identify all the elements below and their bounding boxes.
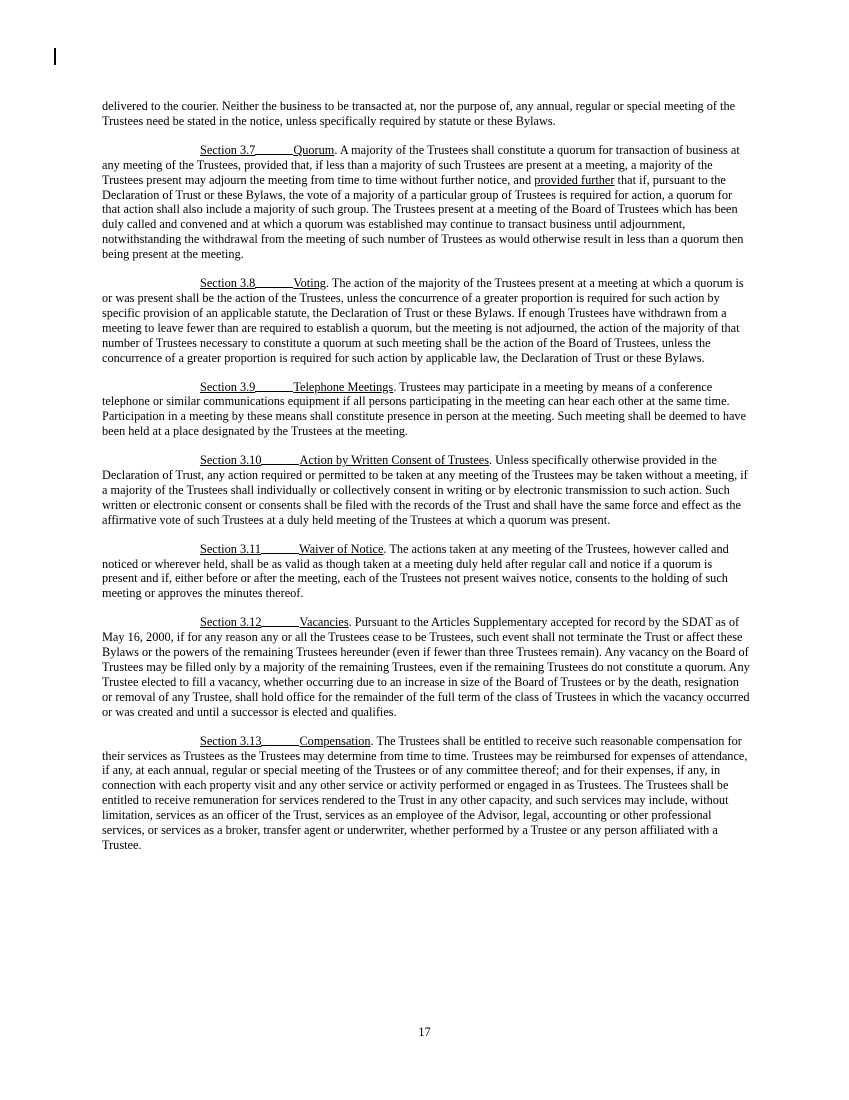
section-3-13-paragraph <box>102 734 750 853</box>
section-gap-underline <box>255 144 293 155</box>
section-3-10-paragraph <box>102 453 750 528</box>
section-title: Waiver of Notice <box>299 541 384 556</box>
section-number: Section 3.10 <box>200 453 262 468</box>
section-3-7-paragraph <box>102 143 750 262</box>
section-title: Telephone Meetings <box>293 379 394 394</box>
section-number: Section 3.7 <box>200 142 256 157</box>
section-gap-underline <box>255 277 293 288</box>
section-title: Compensation <box>299 733 371 748</box>
section-text: . A majority of the Trustees shall constitute a quorum for transaction of business at any meeting of the Trustees, provided that, if less than a majority of such Trustees are present at a meeting, a majority of the Trustees present may adjourn the meeting from time to time without further notice, and <box>102 142 740 187</box>
section-title: Voting <box>293 276 326 291</box>
section-gap-underline <box>261 543 299 554</box>
section-title: Quorum <box>293 142 335 157</box>
section-text: . The action of the majority of the Trustees present at a meeting at which a quorum is or was present shall be the action of the Trustees, unless the concurrence of a greater proportion is required for such action by specific provision of an applicable statute, the Declaration of Trust or these Bylaws. If enough Trustees have withdrawn from a meeting to leave fewer than are required to establish a quorum, but the meeting is not adjourned, the action of the majority of that number of Trustees necessary to constitute a quorum at such meeting shall be the action of the Board of Trustees, unless the concurrence of a greater proportion is required for such action by applicable law, the Declaration of Trust or these Bylaws. <box>102 276 744 365</box>
section-title: Vacancies <box>299 615 349 630</box>
section-text: . The Trustees shall be entitled to receive such reasonable compensation for their services as Trustees as the Trustees may determine from time to time. Trustees may be reimbursed for expenses of attendance, if any, at each annual, regular or special meeting of the Trustees or of any committee thereof; and for their expenses, if any, in connection with each property visit and any other service or activity performed or engaged in as Trustees. The Trustees shall be entitled to receive remuneration for services rendered to the Trust in any other capacity, and such services may include, without limitation, services as an officer of the Trust, services as an employee of the Advisor, legal, accounting or other professional services, or services as a broker, transfer agent or underwriter, whether performed by a Trustee or any person affiliated with a Trustee. <box>102 733 748 852</box>
section-title: Action by Written Consent of Trustees <box>299 453 490 468</box>
section-3-12-paragraph <box>102 615 750 719</box>
text-cursor <box>54 48 56 65</box>
section-number: Section 3.8 <box>200 276 256 291</box>
section-number: Section 3.9 <box>200 379 256 394</box>
section-number: Section 3.11 <box>200 541 262 556</box>
continuation-paragraph: delivered to the courier. Neither the business to be transacted at, nor the purpose of, any annual, regular or special meeting of the Trustees need be stated in the notice, unless specifically required by statute or these Bylaws. <box>102 99 736 128</box>
underlined-phrase: provided further <box>534 172 615 187</box>
section-text: . Pursuant to the Articles Supplementary accepted for record by the SDAT as of May 16, 2000, if for any reason any or all the Trustees cease to be Trustees, such event shall not terminate the Trust or affect these Bylaws or the powers of the remaining Trustees hereunder (even if fewer than three Trustees remain). Any vacancy on the Board of Trustees may be filled only by a majority of the remaining Trustees, even if the remaining Trustees do not constitute a quorum. Any Trustee elected to fill a vacancy, whether occurring due to an increase in size of the Board of Trustees or by the death, resignation or removal of any Trustee, shall hold office for the remainder of the full term of the class of Trustees in which the vacancy occurred or was created and until a successor is elected and qualifies. <box>102 615 750 719</box>
section-gap-underline <box>255 381 293 392</box>
section-text: that if, pursuant to the Declaration of Trust or these Bylaws, the vote of a majority of a particular group of Trustees is required for action, a quorum for that action shall also include a majority of such group. The Trustees present at a meeting of the Board of Trustees which has been duly called and convened and at which a quorum was established may continue to transact business until adjournment, notwithstanding the withdrawal from the meeting of such number of Trustees as would otherwise result in less than a quorum then being present at the meeting. <box>102 172 744 262</box>
document-body <box>102 99 750 867</box>
section-number: Section 3.12 <box>200 615 262 630</box>
section-gap-underline <box>261 616 299 627</box>
section-3-8-paragraph <box>102 276 750 365</box>
section-gap-underline <box>261 735 299 746</box>
section-number: Section 3.13 <box>200 733 262 748</box>
page-number: 17 <box>418 1025 431 1039</box>
section-3-11-paragraph <box>102 542 750 602</box>
section-3-9-paragraph <box>102 380 750 440</box>
section-text: . The actions taken at any meeting of the Trustees, however called and noticed or wherever held, shall be as valid as though taken at a meeting duly held after regular call and notice if a quorum is present and if, either before or after the meeting, each of the Trustees not present waives notice, consents to the holding of such meeting or approves the minutes thereof. <box>102 541 729 601</box>
section-gap-underline <box>261 454 299 465</box>
section-text: . Trustees may participate in a meeting by means of a conference telephone or similar communications equipment if all persons participating in the meeting can hear each other at the same time. Participation in a meeting by these means shall constitute presence in person at the meeting. Such meeting shall be deemed to have been held at a place designated by the Trustees at the meeting. <box>102 379 747 439</box>
section-text: . Unless specifically otherwise provided in the Declaration of Trust, any action required or permitted to be taken at any meeting of the Trustees may be taken without a meeting, if a majority of the Trustees shall individually or collectively consent in writing or by electronic transmission to such action. Such written or electronic consent or consents shall be filed with the records of the Trust and shall have the same force and effect as the affirmative vote of such Trustees at a duly held meeting of the Trustees at which a quorum was present. <box>102 453 748 527</box>
